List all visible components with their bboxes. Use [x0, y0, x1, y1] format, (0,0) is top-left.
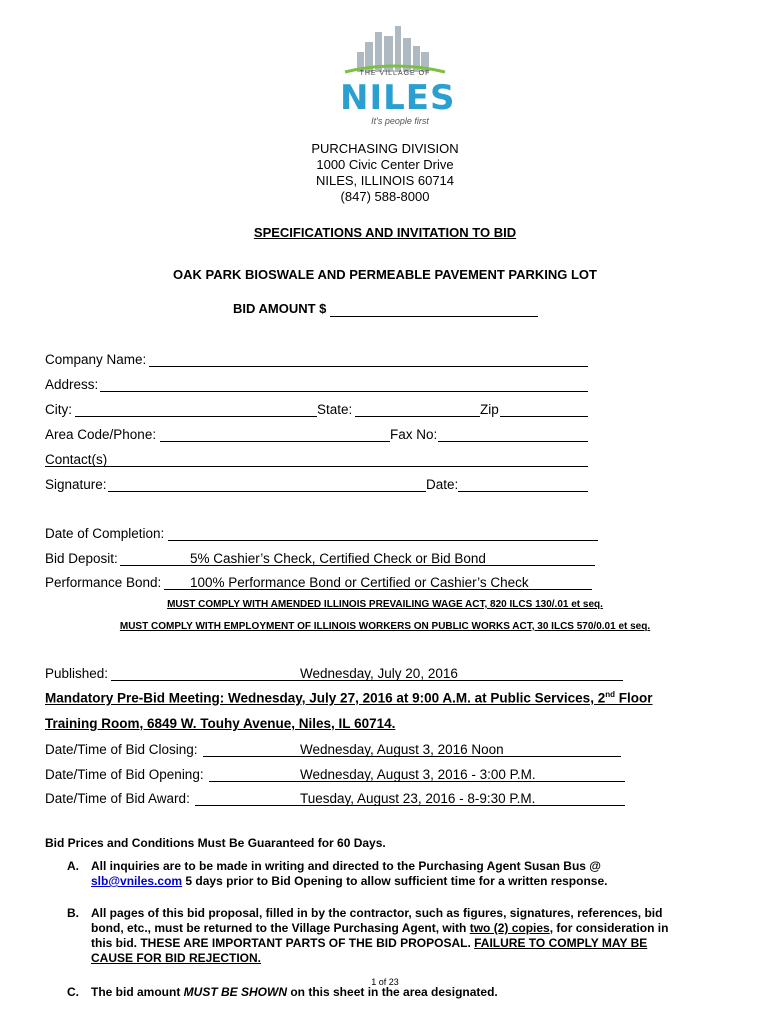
page-number: 1 of 23 — [371, 977, 399, 987]
bid-closing-value: Wednesday, August 3, 2016 Noon — [300, 742, 504, 757]
item-a-marker: A. — [67, 859, 79, 873]
purchasing-email-link[interactable]: slb@vniles.com — [91, 874, 183, 888]
bid-opening-value: Wednesday, August 3, 2016 - 3:00 P.M. — [300, 767, 536, 782]
phone-field[interactable] — [160, 441, 390, 442]
document-title: SPECIFICATIONS AND INVITATION TO BID — [253, 225, 517, 240]
address-label: Address: — [45, 377, 99, 392]
date-field[interactable] — [458, 491, 588, 492]
company-name-field[interactable] — [149, 366, 588, 367]
fax-field[interactable] — [438, 441, 588, 442]
zip-field[interactable] — [500, 416, 588, 417]
prebid-line-1: Mandatory Pre-Bid Meeting: Wednesday, July 27, 2016 at 9:00 A.M. at Public Services, 2 — [45, 690, 606, 706]
prebid-floor: Floor — [614, 690, 653, 706]
niles-logo — [335, 22, 455, 134]
mandatory-prebid-meeting — [45, 690, 652, 706]
purchasing-address-block — [0, 141, 770, 205]
item-b-failure-warning: FAILURE TO COMPLY MAY BE — [474, 936, 648, 950]
logo-tagline: It's people first — [371, 116, 429, 126]
published-value: Wednesday, July 20, 2016 — [300, 666, 458, 681]
item-b — [91, 906, 721, 966]
address-field[interactable] — [100, 391, 588, 392]
signature-field[interactable] — [108, 491, 426, 492]
state-field[interactable] — [355, 416, 480, 417]
header-line-3: NILES, ILLINOIS 60714 — [315, 173, 455, 188]
illinois-workers-notice: MUST COMPLY WITH EMPLOYMENT OF ILLINOIS WORKERS ON PUBLIC WORKS ACT, 30 ILCS 570/0.01 et seq. — [119, 621, 651, 632]
date-label: Date: — [426, 477, 459, 492]
logo-top-text: THE VILLAGE OF — [359, 70, 431, 77]
item-b-line-1: All pages of this bid proposal, filled in by the contractor, such as figures, signatures, references, bid — [91, 906, 663, 920]
item-b-marker: B. — [67, 906, 79, 920]
prebid-superscript: nd — [605, 690, 615, 699]
item-b-rejection: CAUSE FOR BID REJECTION. — [91, 951, 262, 965]
bid-deposit-value: 5% Cashier’s Check, Certified Check or Bid Bond — [190, 551, 486, 566]
contacts-field[interactable] — [45, 466, 588, 467]
logo-name: NILES — [340, 78, 456, 118]
item-b-line-2a: bond, etc., must be returned to the Village Purchasing Agent, with — [91, 921, 470, 935]
published-label: Published: — [45, 666, 109, 681]
state-label: State: — [317, 402, 353, 417]
contacts-label: Contact(s) — [45, 452, 108, 467]
prevailing-wage-notice: MUST COMPLY WITH AMENDED ILLINOIS PREVAILING WAGE ACT, 820 ILCS 130/.01 et seq. — [167, 599, 603, 610]
project-title: OAK PARK BIOSWALE AND PERMEABLE PAVEMENT PARKING LOT — [173, 267, 597, 282]
item-b-copies: two (2) copies — [469, 921, 550, 935]
city-field[interactable] — [75, 416, 317, 417]
bid-amount-field[interactable] — [330, 316, 538, 317]
zip-label: Zip — [480, 402, 499, 417]
header-line-4: (847) 588-8000 — [340, 189, 430, 204]
bid-amount-label: BID AMOUNT $ — [233, 301, 327, 316]
performance-bond-value: 100% Performance Bond or Certified or Cashier’s Check — [190, 575, 529, 590]
item-c-text-2: on this sheet in the area designated. — [287, 985, 498, 999]
item-a — [91, 859, 711, 889]
guarantee-statement: Bid Prices and Conditions Must Be Guaranteed for 60 Days. — [45, 836, 386, 850]
item-a-text-2: 5 days prior to Bid Opening to allow sufficient time for a written response. — [182, 874, 608, 888]
item-b-line-2b: , for consideration in — [549, 921, 669, 935]
fax-label: Fax No: — [390, 427, 438, 442]
prebid-location: Training Room, 6849 W. Touhy Avenue, Niles, IL 60714. — [45, 716, 396, 731]
bid-opening-label: Date/Time of Bid Opening: — [45, 767, 204, 782]
performance-bond-label: Performance Bond: — [45, 575, 162, 590]
bid-award-value: Tuesday, August 23, 2016 - 8-9:30 P.M. — [300, 791, 536, 806]
item-a-text-1: All inquiries are to be made in writing and directed to the Purchasing Agent Susan Bus @ — [91, 859, 601, 873]
signature-label: Signature: — [45, 477, 107, 492]
item-c-text-1: The bid amount — [91, 985, 184, 999]
item-c-marker: C. — [67, 985, 79, 999]
bid-deposit-label: Bid Deposit: — [45, 551, 118, 566]
area-code-phone-label: Area Code/Phone: — [45, 427, 157, 442]
header-line-2: 1000 Civic Center Drive — [316, 157, 454, 172]
company-name-label: Company Name: — [45, 352, 147, 367]
bid-award-label: Date/Time of Bid Award: — [45, 791, 190, 806]
item-c — [91, 985, 498, 1000]
date-of-completion-field[interactable] — [168, 540, 598, 541]
city-label: City: — [45, 402, 72, 417]
bid-closing-label: Date/Time of Bid Closing: — [45, 742, 198, 757]
item-c-emphasis: MUST BE SHOWN — [183, 985, 288, 999]
header-line-1: PURCHASING DIVISION — [311, 141, 459, 156]
date-of-completion-label: Date of Completion: — [45, 526, 165, 541]
item-b-line-3a: this bid. THESE ARE IMPORTANT PARTS OF THE BID PROPOSAL. — [91, 936, 475, 950]
